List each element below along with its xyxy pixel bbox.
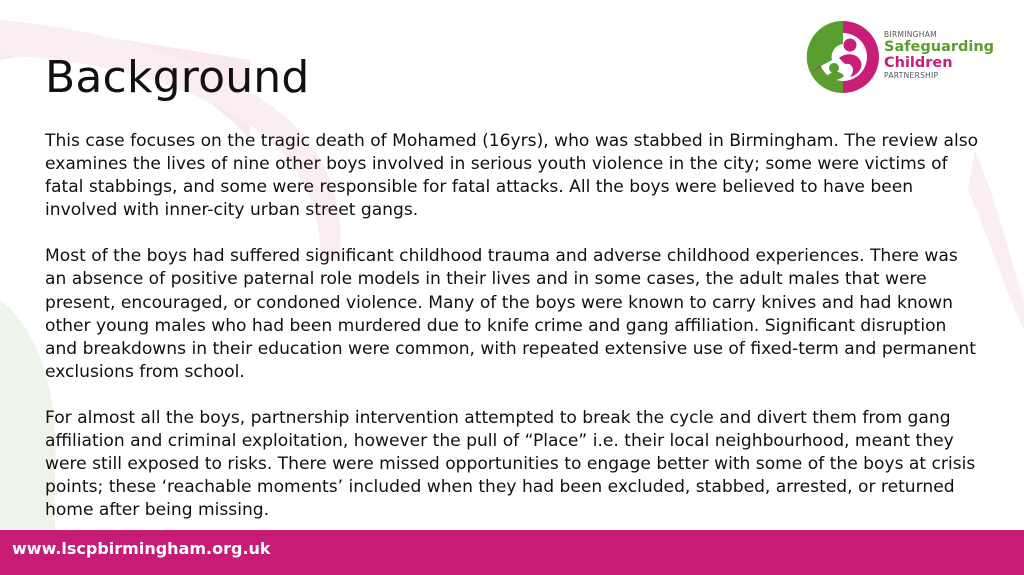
logo-line-safeguarding: Safeguarding: [884, 39, 995, 55]
paragraph-case-focus: This case focuses on the tragic death of Mohamed (16yrs), who was stabbed in Birmingham. The review also examines the lives of nine other boys involved in serious youth violence in the city; some were victims of fatal stabbings, and some were responsible for fatal attacks. All the boys were believed to have been involved with inner-city urban street gangs.: [45, 131, 979, 221]
partnership-logo: [806, 20, 996, 95]
logo-line-partnership: PARTNERSHIP: [884, 71, 939, 80]
paragraph-partnership-intervention: For almost all the boys, partnership intervention attempted to break the cycle and divert them from gang affiliation and criminal exploitation, however the pull of “Place” i.e. their local neighbourhood, meant they were still exposed to risks. There were missed opportunities to engage better with some of the boys at crisis points; these ‘reachable moments’ included when they had been excluded, stabbed, arrested, or returned home after being missing.: [45, 407, 976, 521]
logo-line-birmingham: BIRMINGHAM: [884, 30, 937, 39]
logo-wordmark: [884, 30, 994, 80]
slide-body: [45, 130, 980, 545]
footer-website-link[interactable]: www.lscpbirmingham.org.uk: [12, 539, 271, 558]
footer-bar: [0, 530, 1024, 575]
logo-line-children: Children: [884, 55, 953, 71]
safeguarding-children-logo-icon: [806, 20, 880, 94]
page-title: Background: [45, 52, 310, 103]
paragraph-childhood-trauma: Most of the boys had suffered significant childhood trauma and adverse childhood experiences. There was an absence of positive paternal role models in their lives and in some cases, the adult males that were present, encouraged, or condoned violence. Many of the boys were known to carry knives and had known other young males who had been murdered due to knife crime and gang affiliation. Significant disruption and breakdowns in their education were common, with repeated extensive use of fixed-term and permanent exclusions from school.: [45, 246, 976, 382]
